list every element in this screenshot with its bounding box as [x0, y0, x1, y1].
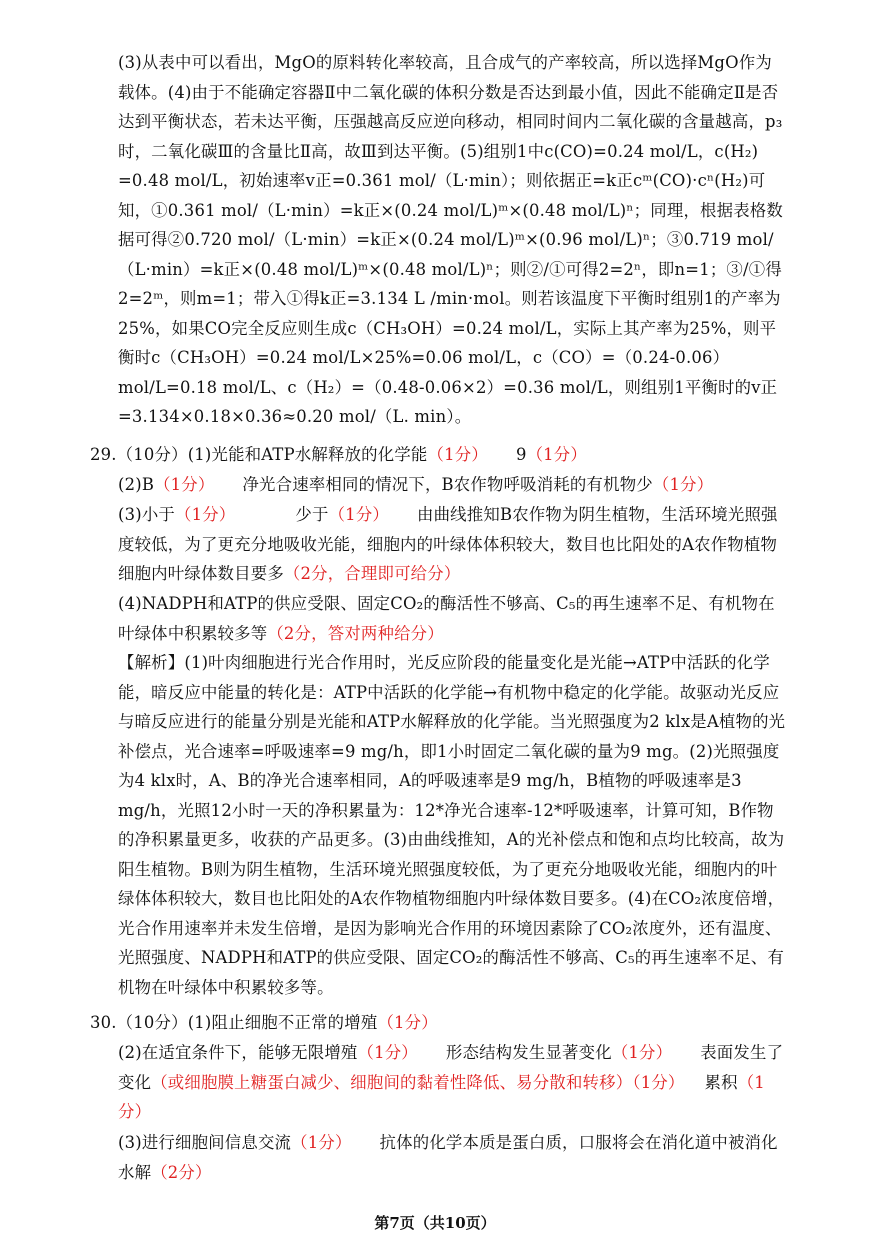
- q29-a3b-score: （1分）: [328, 505, 389, 524]
- q30-a2c-score: （或细胞膜上糖蛋白减少、细胞间的黏着性降低、易分散和转移）（1分）: [151, 1072, 685, 1092]
- q29-answer-1: [90, 440, 790, 470]
- q29-answer-4: [118, 589, 786, 648]
- q30-a3b-score: （2分）: [151, 1162, 212, 1182]
- q30-a3-text: (3)进行细胞间信息交流: [118, 1133, 292, 1152]
- q30-answer-2: [118, 1038, 786, 1127]
- q30-a2b-score: （1分）: [611, 1043, 673, 1062]
- q30-answer-3: [118, 1128, 786, 1187]
- q29-a1b-score: （1分）: [526, 445, 587, 464]
- q30-a2-text: (2)在适宜条件下，能够无限增殖: [118, 1043, 358, 1062]
- q29-analysis: 【解析】(1)叶肉细胞进行光合作用时，光反应阶段的能量变化是光能→ATP中活跃的化学能，暗反应中能量的转化是：ATP中活跃的化学能→有机物中稳定的化学能。故驱动光反应与暗反应进行的能量分别是光能和ATP水解释放的化学能。当光照强度为2 klx是A植物的光补偿点，光合速率=呼吸速率=9 mg/h，即1小时固定二氧化碳的量为9 mg。(2)光照强度为4 klx时，A、B的净光合速率相同，A的呼吸速率是9 mg/h，B植物的呼吸速率是3 mg/h，光照12小时一天的净积累量为：12*净光合速率-12*呼吸速率，计算可知，B作物的净积累量更多，收获的产品更多。(3)由曲线推知，A的光补偿点和饱和点均比较高，故为阳生植物。B则为阴生植物，生活环境光照强度较低，为了更充分地吸收光能，细胞内的叶绿体体积较大，数目也比阳处的A农作物植物细胞内叶绿体数目要多。(4)在CO₂浓度倍增，光合作用速率并未发生倍增，是因为影响光合作用的环境因素除了CO₂浓度外，还有温度、光照强度、NADPH和ATP的供应受限、固定CO₂的酶活性不够高、C₅的再生速率不足、有机物在叶绿体中积累较多等。: [118, 653, 786, 997]
- q30-answer-1: [90, 1008, 790, 1038]
- q29-a4-score: （2分，答对两种给分）: [267, 623, 444, 643]
- q29-a2-score: （1分）: [154, 475, 215, 494]
- q29-a2-text: (2)B: [118, 475, 155, 494]
- q29-a1b-text: 9: [515, 445, 527, 464]
- q30-a2-score: （1分）: [357, 1043, 418, 1062]
- q29-a3-text: (3)小于: [118, 505, 175, 524]
- q29-a4-text: (4)NADPH和ATP的供应受限、固定CO₂的酶活性不够高、C₅的再生速率不足、有机物在叶绿体中积累较多等: [118, 594, 775, 643]
- q30-a2c-text: 表面发生了变化: [118, 1043, 784, 1092]
- q29-a3c-text: 由曲线推知B农作物为阴生植物，生活环境光照强度较低，为了更充分地吸收光能，细胞内的叶绿体体积较大，数目也比阳处的A农作物植物细胞内叶绿体数目要多: [118, 505, 778, 583]
- q29-a3b-text: 少于: [295, 505, 329, 524]
- q30-a3b-text: 抗体的化学本质是蛋白质，口服将会在消化道中被消化水解: [118, 1133, 778, 1182]
- q29-a3-score: （1分）: [175, 505, 236, 524]
- q28-explanation: (3)从表中可以看出，MgO的原料转化率较高，且合成气的产率较高，所以选择MgO作为载体。(4)由于不能确定容器Ⅱ中二氧化碳的体积分数是否达到最小值，因此不能确定Ⅱ是否达到平衡状态，若未达平衡，压强越高反应逆向移动，相同时间内二氧化碳的含量越高，p₃时，二氧化碳Ⅲ的含量比Ⅱ高，故Ⅲ到达平衡。(5)组别1中c(CO)=0.24 mol/L，c(H₂) =0.48 mol/L，初始速率v正=0.361 mol/（L·min）；则依据正=k正cᵐ(CO)·cⁿ(H₂)可知，①0.361 mol/（L·min）=k正×(0.24 mol/L)ᵐ×(0.48 mol/L)ⁿ；同理，根据表格数据可得②0.720 mol/（L·min）=k正×(0.24 mol/L)ᵐ×(0.96 mol/L)ⁿ；③0.719 mol/（L·min）=k正×(0.48 mol/L)ᵐ×(0.48 mol/L)ⁿ；则②/①可得2=2ⁿ，即n=1；③/①得2=2ᵐ，则m=1；带入①得k正=3.134 L /min·mol。则若该温度下平衡时组别1的产率为25%，如果CO完全反应则生成c（CH₃OH）=0.24 mol/L，实际上其产率为25%，则平衡时c（CH₃OH）=0.24 mol/L×25%=0.06 mol/L，c（CO）=（0.24-0.06）mol/L=0.18 mol/L、c（H₂）=（0.48-0.06×2）=0.36 mol/L，则组别1平衡时的v正=3.134×0.18×0.36≈0.20 mol/（L. min）。: [118, 53, 783, 426]
- q29-number: 29.（10分）: [90, 445, 188, 464]
- q29-answer-2: [118, 470, 786, 500]
- q29-a2b-text: 净光合速率相同的情况下，B农作物呼吸消耗的有机物少: [242, 475, 653, 494]
- q30-a2b-text: 形态结构发生显著变化: [445, 1043, 612, 1062]
- q30-number: 30.（10分）: [90, 1013, 188, 1032]
- q30-a1-score: （1分）: [377, 1013, 438, 1032]
- q30-a1-text: (1)阻止细胞不正常的增殖: [187, 1013, 378, 1032]
- q29-a3c-score: （2分，合理即可给分）: [283, 564, 461, 583]
- q29-a1-score: （1分）: [427, 445, 488, 464]
- q29-answer-3: [118, 500, 786, 589]
- q30-a3-score: （1分）: [291, 1133, 352, 1152]
- q29-a2b-score: （1分）: [652, 475, 714, 494]
- q29-a1-text: (1)光能和ATP水解释放的化学能: [187, 445, 428, 464]
- q30-a2d-text: 累积: [704, 1072, 738, 1092]
- page-number-footer: 第7页（共10页）: [374, 1214, 496, 1232]
- q30-a2d-score: （1分）: [118, 1072, 765, 1121]
